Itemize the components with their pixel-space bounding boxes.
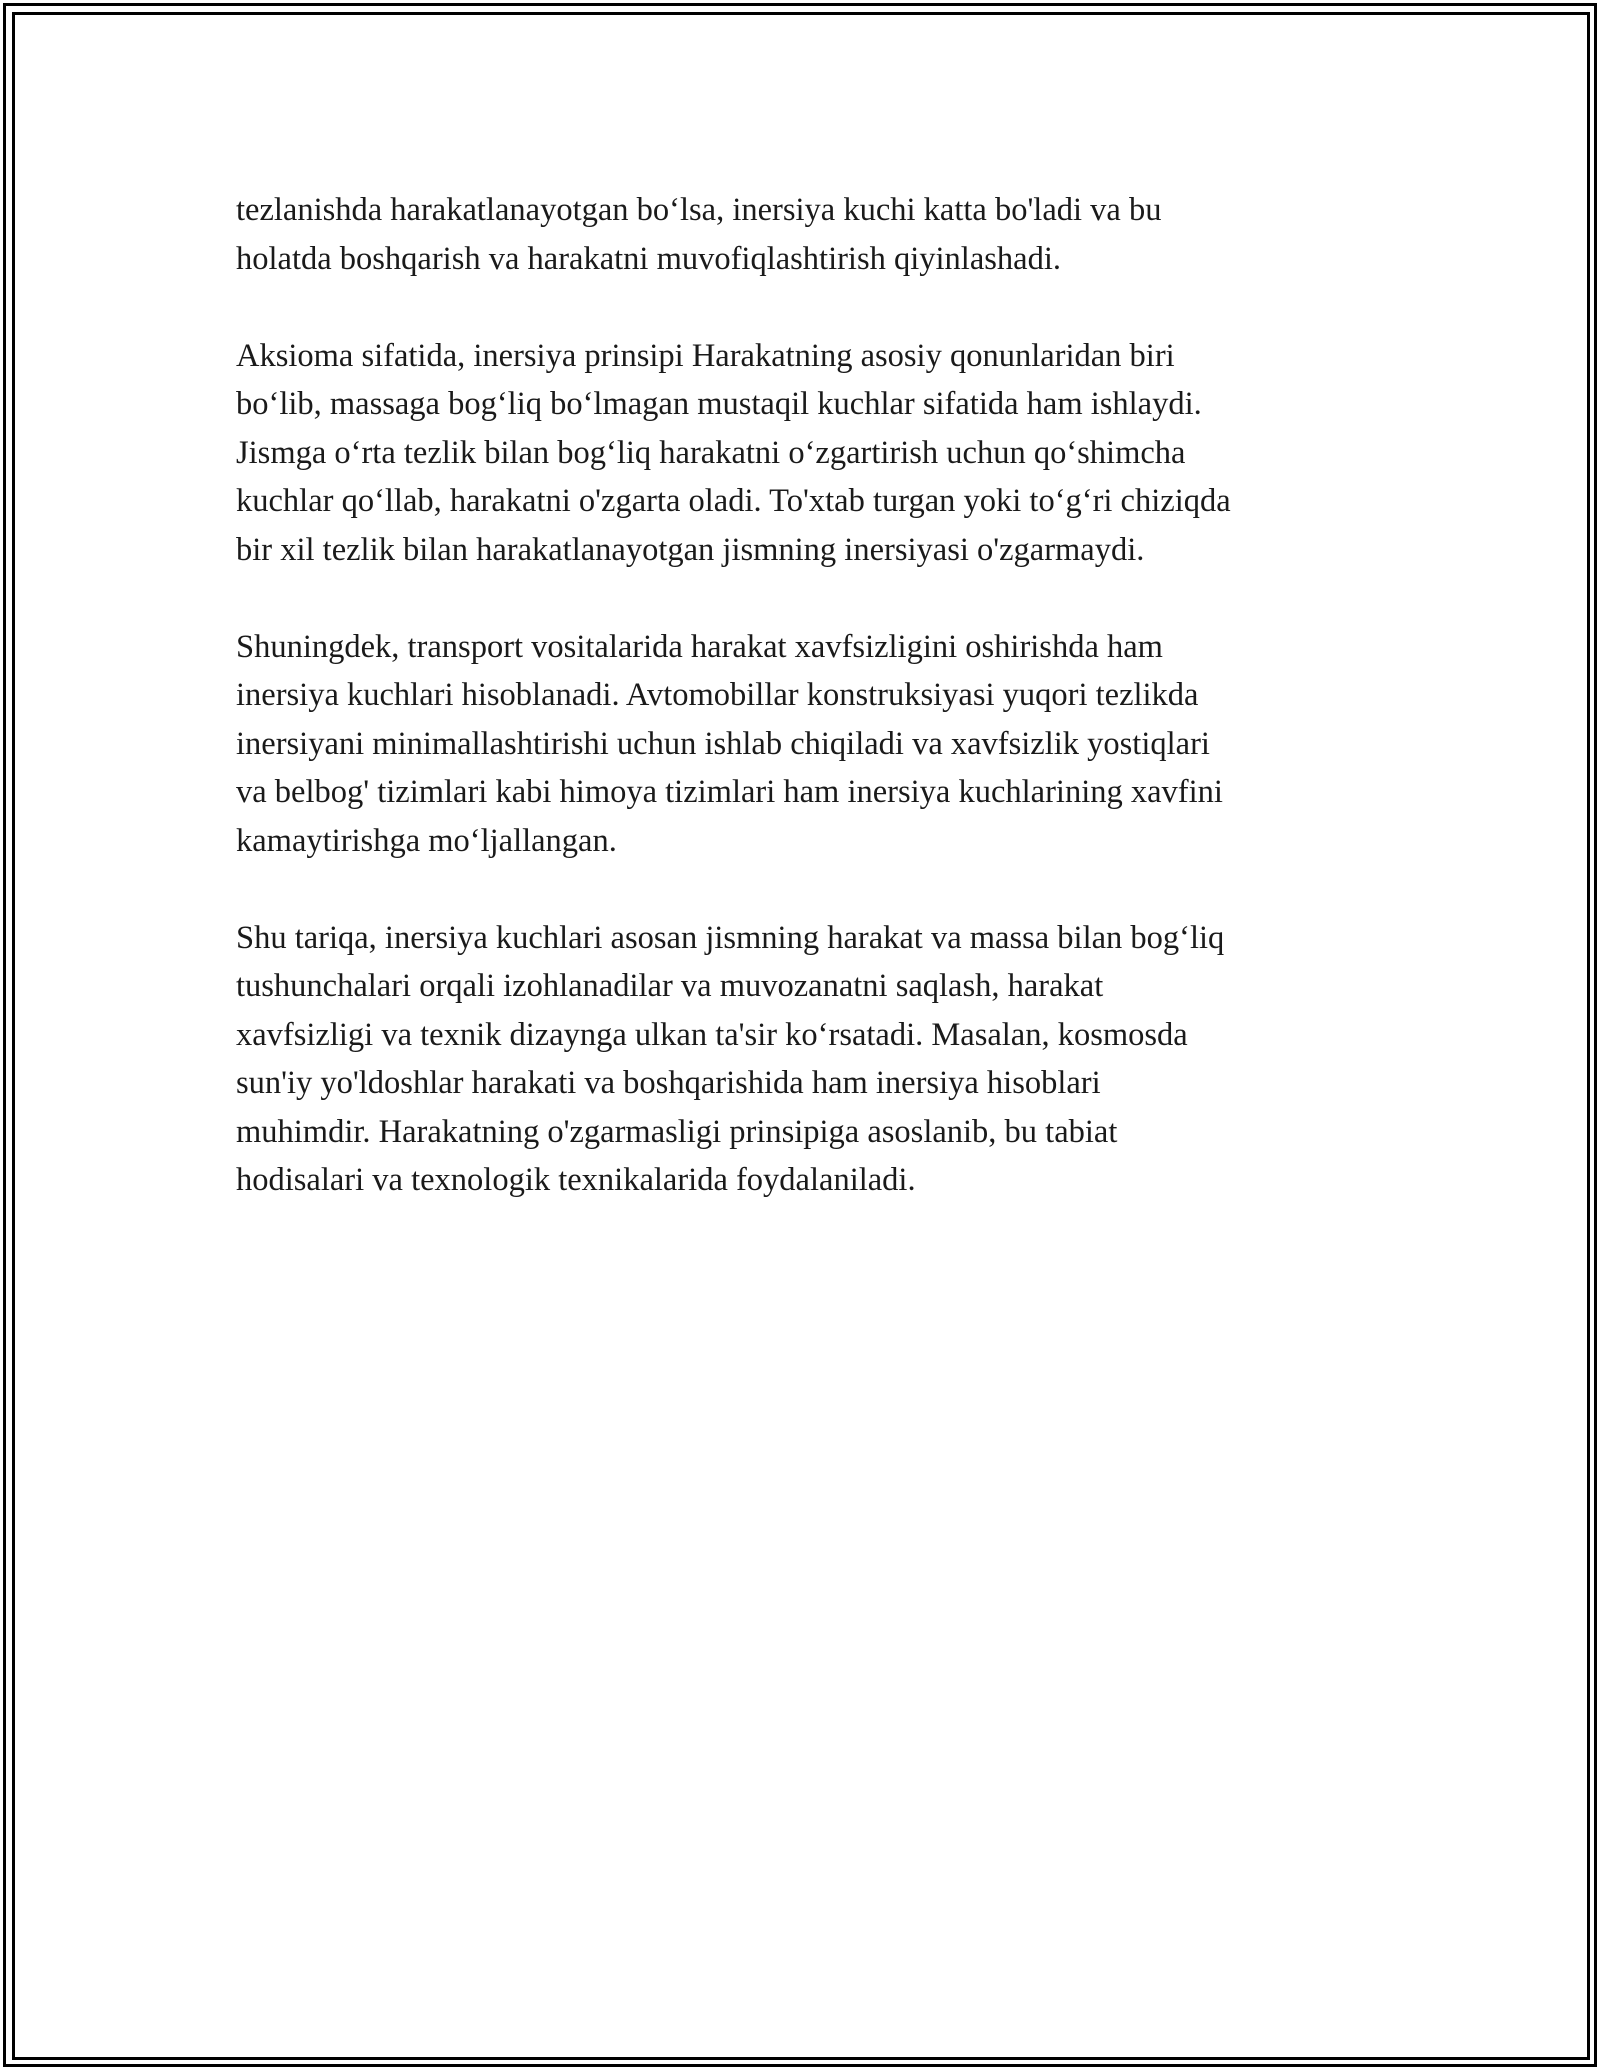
text-line: va belbog' tizimlari kabi himoya tizimlari ham inersiya kuchlarining xavfini [236, 774, 1223, 810]
text-line: tushunchalari orqali izohlanadilar va muvozanatni saqlash, harakat [236, 968, 1104, 1004]
text-line: inersiya kuchlari hisoblanadi. Avtomobillar konstruksiyasi yuqori tezlikda [236, 677, 1199, 713]
text-line: Aksioma sifatida, inersiya prinsipi Harakatning asosiy qonunlaridan biri [236, 337, 1175, 374]
paragraph-2 [236, 332, 1376, 575]
document-body [236, 186, 1376, 1253]
text-line: Shuningdek, transport vositalarida harakat xavfsizligini oshirishda ham [236, 628, 1163, 665]
text-line: holatda boshqarish va harakatni muvofiqlashtirish qiyinlashadi. [236, 240, 1061, 277]
text-line: hodisalari va texnologik texnikalarida foydalaniladi. [236, 1162, 916, 1198]
text-line: muhimdir. Harakatning o'zgarmasligi prinsipiga asoslanib, bu tabiat [236, 1113, 1118, 1150]
text-line: sun'iy yo'ldoshlar harakati va boshqarishida ham inersiya hisoblari [236, 1065, 1101, 1101]
text-line: kuchlar qo‘llab, harakatni o'zgarta oladi. To'xtab turgan yoki to‘g‘ri chiziqda [236, 483, 1231, 519]
text-line: Jismga o‘rta tezlik bilan bog‘liq harakatni o‘zgartirish uchun qo‘shimcha [236, 434, 1186, 471]
text-line: Shu tariqa, inersiya kuchlari asosan jismning harakat va massa bilan bog‘liq [236, 919, 1225, 956]
text-line: kamaytirishga mo‘ljallangan. [236, 822, 617, 859]
text-line: xavfsizligi va texnik dizaynga ulkan ta'sir ko‘rsatadi. Masalan, kosmosda [236, 1016, 1188, 1053]
text-line: tezlanishda harakatlanayotgan bo‘lsa, inersiya kuchi katta bo'ladi va bu [236, 192, 1162, 228]
text-line: bir xil tezlik bilan harakatlanayotgan jismning inersiyasi o'zgarmaydi. [236, 531, 1145, 568]
paragraph-3 [236, 623, 1376, 866]
paragraph-4 [236, 914, 1376, 1205]
text-line: bo‘lib, massaga bog‘liq bo‘lmagan mustaqil kuchlar sifatida ham ishlaydi. [236, 386, 1202, 422]
text-line: inersiyani minimallashtirishi uchun ishlab chiqiladi va xavfsizlik yostiqlari [236, 725, 1210, 762]
paragraph-1 [236, 186, 1376, 283]
